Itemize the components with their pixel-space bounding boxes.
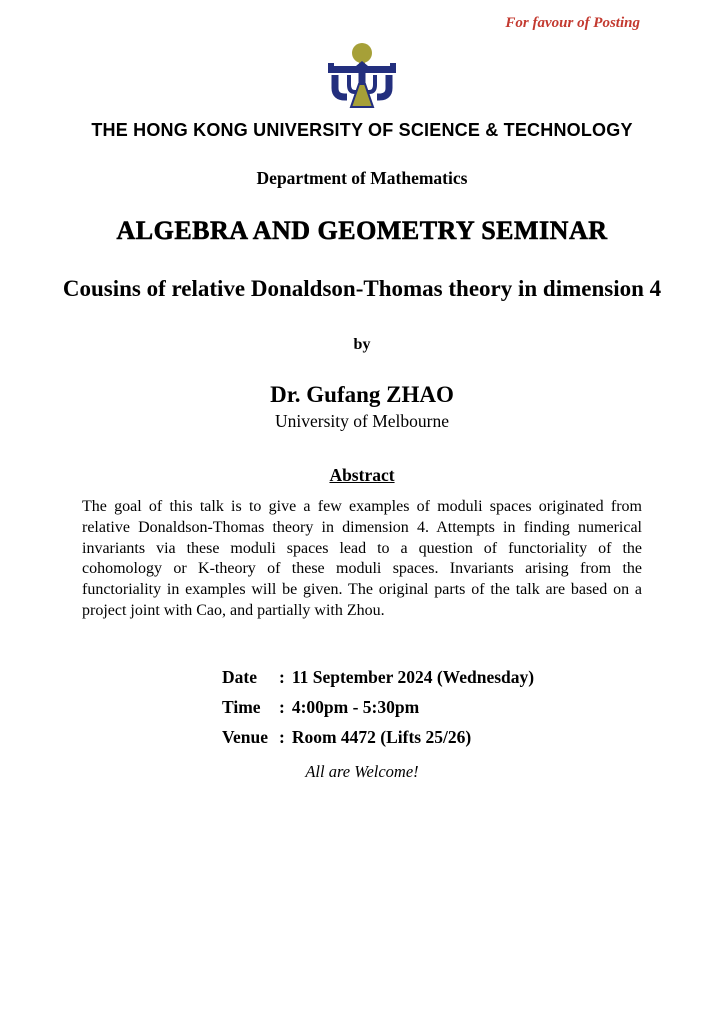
date-value: 11 September 2024 (Wednesday) bbox=[291, 666, 535, 687]
abstract-paragraph: The goal of this talk is to give a few examples of moduli spaces originated from relative Donaldson-Thomas theory in dimension 4. Attempts in finding numerical invariants via these moduli spaces lead to a question of functoriality of the cohomology or K-theory of these moduli spaces. Invariants arising from the functoriality in examples will be given. The original parts of the talk are based on a project joint with Cao, and partially with Zhou. bbox=[82, 498, 642, 619]
logo-container bbox=[0, 43, 724, 111]
venue-label: Venue bbox=[222, 726, 269, 747]
venue-separator: : bbox=[279, 726, 285, 747]
speaker-name: Dr. Gufang ZHAO bbox=[270, 382, 454, 407]
venue-value: Room 4472 (Lifts 25/26) bbox=[291, 726, 472, 747]
abstract-heading-text: Abstract bbox=[329, 465, 395, 485]
closing-note: All are Welcome! bbox=[305, 761, 419, 781]
time-label: Time bbox=[222, 696, 261, 717]
detail-row-date bbox=[222, 666, 724, 688]
by-label: by bbox=[353, 336, 371, 353]
posting-note: For favour of Posting bbox=[505, 15, 640, 31]
detail-row-time bbox=[222, 696, 724, 718]
date-label: Date bbox=[222, 666, 257, 687]
detail-row-venue bbox=[222, 726, 724, 748]
speaker-affiliation: University of Melbourne bbox=[275, 411, 449, 431]
time-value: 4:00pm - 5:30pm bbox=[291, 696, 420, 717]
time-separator: : bbox=[279, 696, 285, 717]
seminar-series-title: ALGEBRA AND GEOMETRY SEMINAR bbox=[116, 216, 608, 245]
department-name: Department of Mathematics bbox=[256, 168, 468, 188]
abstract-heading bbox=[0, 464, 724, 486]
date-separator: : bbox=[279, 666, 285, 687]
university-name: THE HONG KONG UNIVERSITY OF SCIENCE & TECHNOLOGY bbox=[91, 120, 633, 140]
hkust-logo-icon bbox=[323, 43, 401, 111]
talk-title: Cousins of relative Donaldson-Thomas theory in dimension 4 bbox=[62, 276, 662, 301]
event-details bbox=[222, 666, 724, 748]
